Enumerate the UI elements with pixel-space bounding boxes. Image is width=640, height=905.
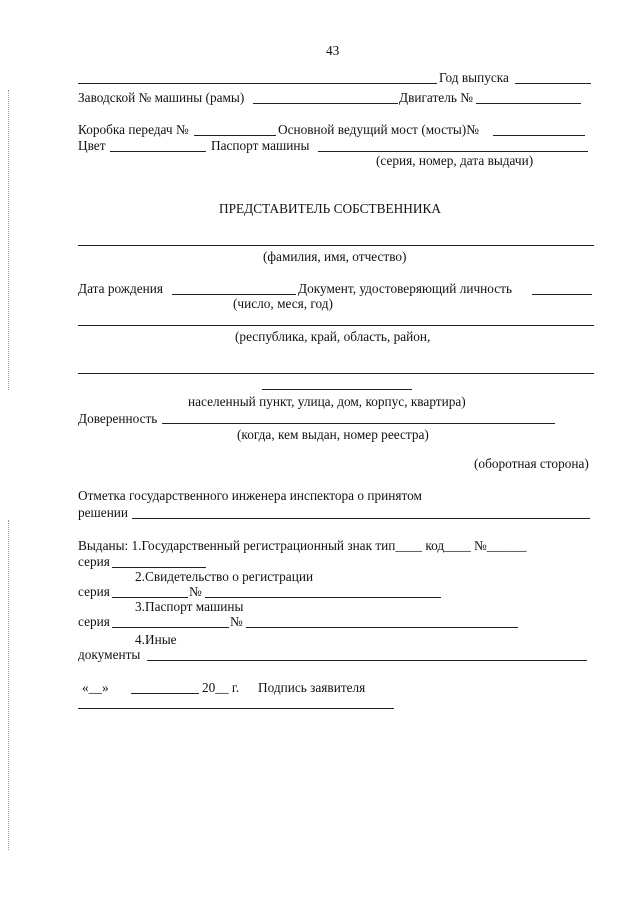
- gearbox-label: Коробка передач №: [78, 122, 189, 137]
- other-documents-field[interactable]: [147, 660, 587, 661]
- certificate-label: 2.Свидетельство о регистрации: [135, 569, 314, 584]
- dob-hint: (число, меся, год): [233, 296, 333, 311]
- axle-field[interactable]: [493, 135, 585, 136]
- vehicle-passport-series-label: серия: [78, 614, 110, 629]
- vehicle-passport-series-field[interactable]: [112, 627, 229, 628]
- certificate-number-sign: №: [189, 584, 202, 599]
- certificate-number-field[interactable]: [205, 597, 441, 598]
- date-year: 20__ г.: [202, 680, 240, 695]
- date-month-field[interactable]: [131, 693, 199, 694]
- year-label: Год выпуска: [439, 70, 509, 85]
- reverse-side-note: (оборотная сторона): [474, 456, 589, 471]
- representative-heading: ПРЕДСТАВИТЕЛЬ СОБСТВЕННИКА: [219, 201, 441, 216]
- scan-margin-dots-top: [8, 90, 10, 390]
- issued-plate-line: Выданы: 1.Государственный регистрационный знак тип____ код____ №______: [78, 538, 527, 553]
- id-document-label: Документ, удостоверяющий личность: [298, 281, 513, 296]
- passport-field[interactable]: [318, 151, 588, 152]
- scan-margin-dots-bottom: [8, 520, 10, 850]
- signature-label: Подпись заявителя: [258, 680, 366, 695]
- id-document-details-field[interactable]: [78, 325, 594, 326]
- address-extra-field[interactable]: [262, 389, 412, 390]
- gearbox-field[interactable]: [194, 135, 276, 136]
- proxy-field[interactable]: [162, 423, 555, 424]
- proxy-hint: (когда, кем выдан, номер реестра): [237, 427, 429, 442]
- chassis-label: Заводской № машины (рамы): [78, 90, 245, 105]
- passport-hint: (серия, номер, дата выдачи): [376, 153, 534, 168]
- other-documents-label: документы: [78, 647, 141, 662]
- full-name-field[interactable]: [78, 245, 594, 246]
- address-field[interactable]: [78, 373, 594, 374]
- owner-blank-line[interactable]: [78, 83, 437, 84]
- passport-label: Паспорт машины: [211, 138, 310, 153]
- plate-series-label: серия: [78, 554, 110, 569]
- certificate-series-label: серия: [78, 584, 110, 599]
- vehicle-passport-label: 3.Паспорт машины: [135, 599, 244, 614]
- page-number: 43: [326, 43, 340, 58]
- dob-field[interactable]: [172, 294, 296, 295]
- vehicle-passport-number-sign: №: [230, 614, 243, 629]
- plate-series-field[interactable]: [112, 567, 206, 568]
- vehicle-passport-number-field[interactable]: [246, 627, 518, 628]
- signature-field[interactable]: [78, 708, 394, 709]
- axle-label: Основной ведущий мост (мосты)№: [278, 122, 479, 137]
- chassis-field[interactable]: [253, 103, 398, 104]
- full-name-hint: (фамилия, имя, отчество): [263, 249, 407, 264]
- proxy-label: Доверенность: [78, 411, 158, 426]
- color-label: Цвет: [78, 138, 106, 153]
- id-document-field[interactable]: [532, 294, 592, 295]
- certificate-series-field[interactable]: [112, 597, 188, 598]
- decision-label: решении: [78, 505, 129, 520]
- decision-field[interactable]: [132, 518, 590, 519]
- year-field[interactable]: [515, 83, 591, 84]
- dob-label: Дата рождения: [78, 281, 163, 296]
- other-label: 4.Иные: [135, 632, 177, 647]
- inspector-note-label: Отметка государственного инженера инспектора о принятом: [78, 488, 422, 503]
- engine-label: Двигатель №: [399, 90, 473, 105]
- address-hint: населенный пункт, улица, дом, корпус, квартира): [188, 394, 466, 409]
- date-day: «__»: [82, 680, 109, 695]
- color-field[interactable]: [110, 151, 206, 152]
- engine-field[interactable]: [476, 103, 581, 104]
- region-hint: (республика, край, область, район,: [235, 329, 431, 344]
